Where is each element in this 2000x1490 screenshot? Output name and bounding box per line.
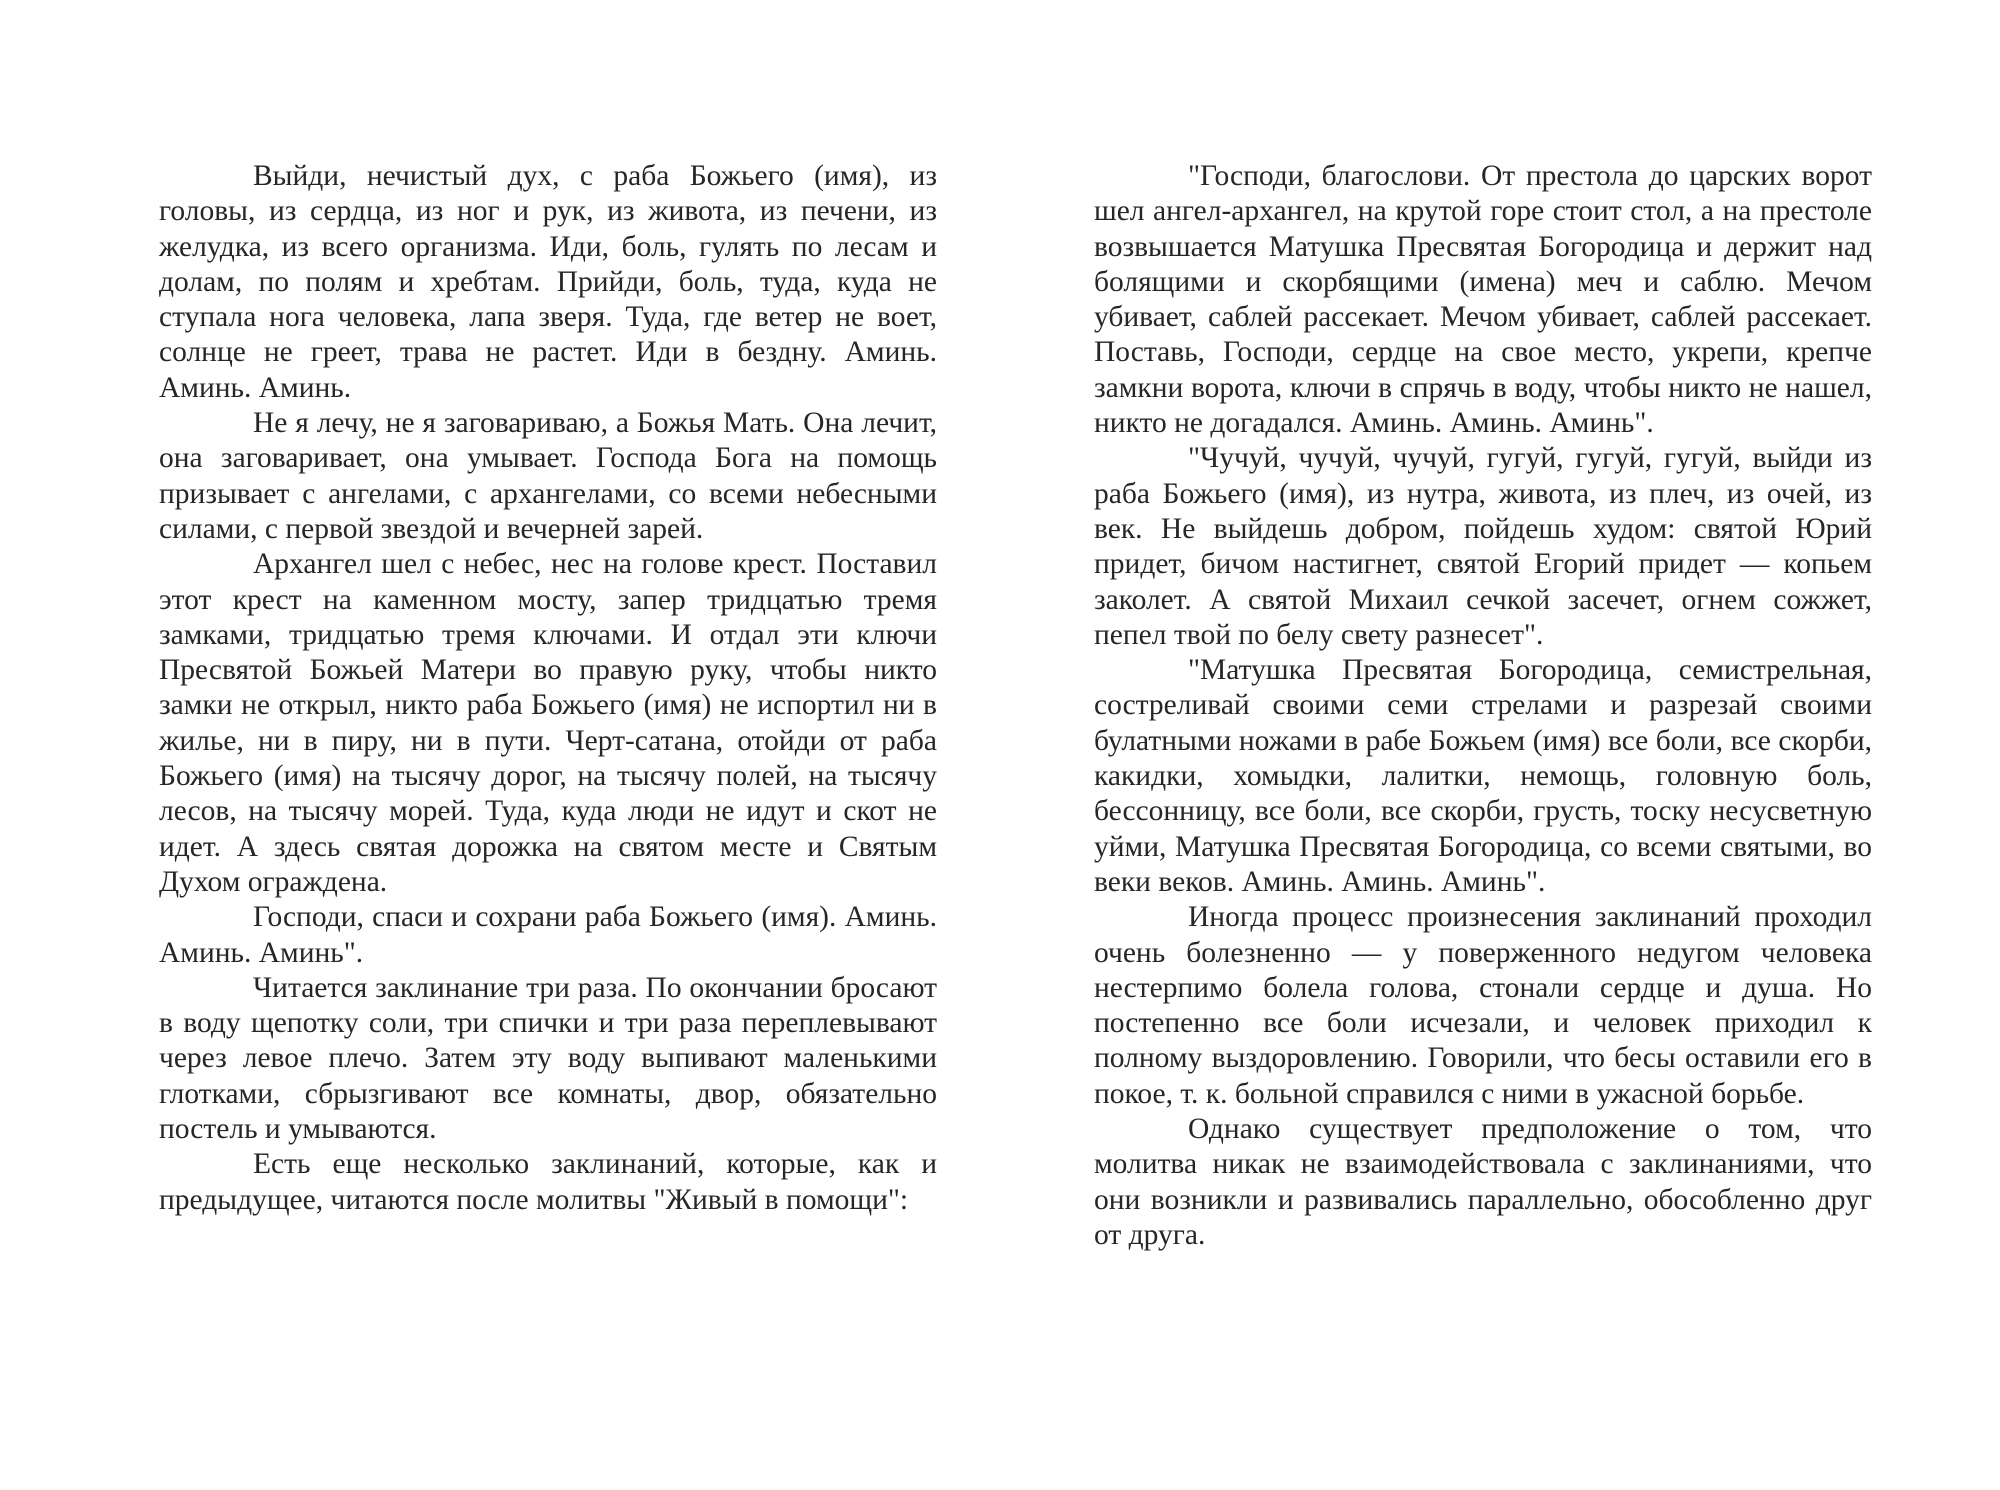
right-paragraph: "Господи, благослови. От престола до царских ворот шел ангел-архангел, на крутой горе стоит стол, а на престоле возвышается Матушка Пресвятая Богородица и держит над болящими и скорбящими (имена) меч и саблю. Мечом убивает, саблей рассекает. Мечом убивает, саблей рассекает. Поставь, Господи, сердце на свое место, укрепи, крепче замкни ворота, ключи в спрячь в воду, чтобы никто не нашел, никто не догадался. Аминь. Аминь. Аминь". xyxy=(1094,160,1872,440)
left-paragraph: Есть еще несколько заклинаний, которые, как и предыдущее, читаются после молитвы "Живый в помощи": xyxy=(159,1148,937,1216)
left-page xyxy=(159,159,937,1218)
left-paragraph: Господи, спаси и сохрани раба Божьего (имя). Аминь. Аминь. Аминь". xyxy=(159,901,937,969)
right-paragraph: "Чучуй, чучуй, чучуй, гугуй, гугуй, гугуй, выйди из раба Божьего (имя), из нутра, живота, из плеч, из очей, из век. Не выйдешь добром, пойдешь худом: святой Юрий придет, бичом настигнет, святой Егорий придет — копьем заколет. А святой Михаил сечкой засечет, огнем сожжет, пепел твой по белу свету разнесет". xyxy=(1094,442,1872,651)
right-paragraph: Однако существует предположение о том, что молитва никак не взаимодействовала с заклинаниями, что они возникли и развивались параллельно, обособленно друг от друга. xyxy=(1094,1113,1872,1251)
right-paragraph: Иногда процесс произнесения заклинаний проходил очень болезненно — у поверженного недугом человека нестерпимо болела голова, стонали сердце и душа. Но постепенно все боли исчезали, и человек приходил к полному выздоровлению. Говорили, что бесы оставили его в покое, т. к. больной справился с ними в ужасной борьбе. xyxy=(1094,901,1872,1110)
left-paragraph: Не я лечу, не я заговариваю, а Божья Мать. Она лечит, она заговаривает, она умывает. Господа Бога на помощь призывает с ангелами, с архангелами, со всеми небесными силами, с первой звездой и вечерней зарей. xyxy=(159,407,937,545)
left-paragraph: Архангел шел с небес, нес на голове крест. Поставил этот крест на каменном мосту, запер тридцатью тремя замками, тридцатью тремя ключами. И отдал эти ключи Пресвятой Божьей Матери во правую руку, чтобы никто замки не открыл, никто раба Божьего (имя) не испортил ни в жилье, ни в пиру, ни в пути. Черт-сатана, отойди от раба Божьего (имя) на тысячу дорог, на тысячу полей, на тысячу лесов, на тысячу морей. Туда, куда люди не идут и скот не идет. А здесь святая дорожка на святом месте и Святым Духом ограждена. xyxy=(159,548,937,898)
left-paragraph: Читается заклинание три раза. По окончании бросают в воду щепотку соли, три спички и три раза переплевывают через левое плечо. Затем эту воду выпивают маленькими глотками, сбрызгивают все комнаты, двор, обязательно постель и умываются. xyxy=(159,971,937,1146)
right-page xyxy=(1094,159,1872,1253)
left-paragraph: Выйди, нечистый дух, с раба Божьего (имя), из головы, из сердца, из ног и рук, из живота, из печени, из желудка, из всего организма. Иди, боль, гулять по лесам и долам, по полям и хребтам. Прийди, боль, туда, куда не ступала нога человека, лапа зверя. Туда, где ветер не воет, солнце не греет, трава не растет. Иди в бездну. Аминь. Аминь. Аминь. xyxy=(159,160,937,404)
right-paragraph: "Матушка Пресвятая Богородица, семистрельная, сострeливай своими семи стрелами и разрезай своими булатными ножами в рабе Божьем (имя) все боли, все скорби, какидки, хомыдки, лалитки, немощь, головную боль, бессонницу, все боли, все скорби, грусть, тоску несусветную уйми, Матушка Пресвятая Богородица, со всеми святыми, во веки веков. Аминь. Аминь. Аминь". xyxy=(1094,654,1872,898)
